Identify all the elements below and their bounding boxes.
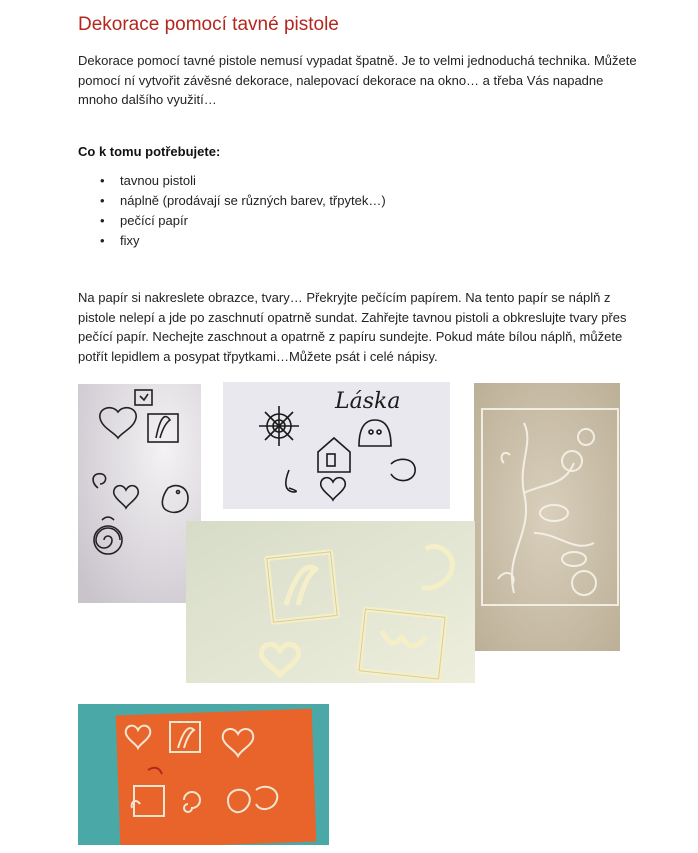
list-item: • pečící papír	[78, 211, 386, 231]
photo-drawings-center	[223, 382, 450, 509]
photo-drawings-left	[78, 384, 201, 603]
drawing-word: Láska	[335, 389, 401, 414]
list-item: • fixy	[78, 231, 386, 251]
needs-heading: Co k tomu potřebujete:	[78, 144, 221, 159]
list-item: • tavnou pistoli	[78, 171, 386, 191]
instructions-paragraph: Na papír si nakreslete obrazce, tvary… Překryjte pečícím papírem. Na tento papír se náplň z pistole nelepí a jde po zaschnutí opatrně sundat. Zahřejte tavnou pistoli a obkreslujte tvary přes pečící papír. Nechejte zaschnout a opatrně z papíru sundejte. Pokud máte bílou náplň, můžete potřít lepidlem a posypat třpytkami…Můžete psát i celé nápisy.	[78, 290, 627, 364]
needs-list	[78, 171, 386, 251]
photo-framed-design	[474, 383, 620, 651]
photo-glue-shapes	[186, 521, 475, 683]
photo-orange-card	[78, 704, 329, 845]
list-item: • náplně (prodávají se různých barev, třpytek…)	[78, 191, 386, 211]
intro-paragraph: Dekorace pomocí tavné pistole nemusí vypadat špatně. Je to velmi jednoduchá technika. Můžete pomocí ní vytvořit závěsné dekorace, nalepovací dekorace na okno… a třeba Vás napadne mnoho dalšího využití…	[78, 53, 637, 107]
document-title: Dekorace pomocí tavné pistole	[78, 14, 339, 35]
